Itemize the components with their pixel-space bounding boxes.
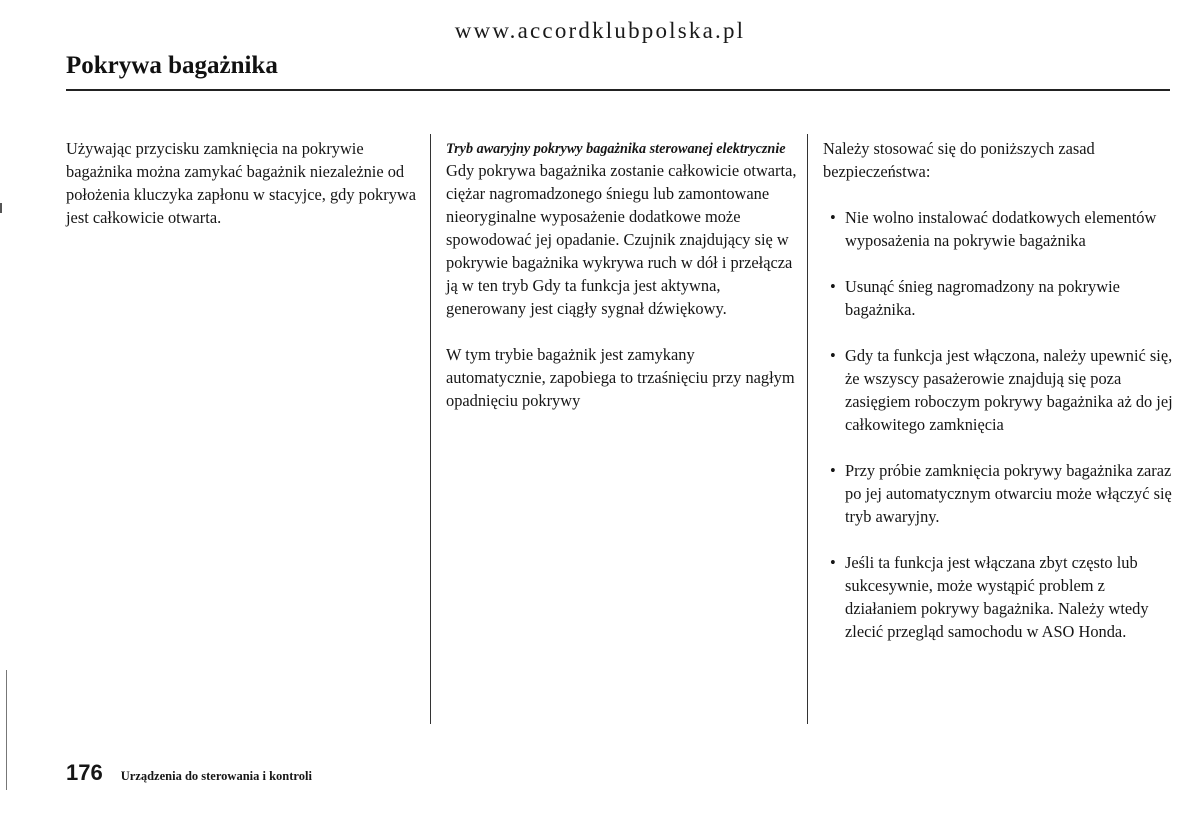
bullet-icon: • <box>830 553 836 572</box>
intro-paragraph: Używając przycisku zamknięcia na pokrywie bagażnika można zamykać bagażnik niezależnie od położenia kluczyka zapłonu w stacyjce, gdy pokrywa jest całkowicie otwarta. <box>66 139 416 227</box>
list-item-text: Nie wolno instalować dodatkowych elementów wyposażenia na pokrywie bagażnika <box>845 208 1157 250</box>
list-item-text: Usunąć śnieg nagromadzony na pokrywie bagażnika. <box>845 277 1120 319</box>
footer-section-title: Urządzenia do sterowania i kontroli <box>120 769 312 783</box>
column-middle <box>446 139 798 412</box>
list-item <box>823 206 1173 252</box>
bullet-icon: • <box>830 461 836 480</box>
page-title: Pokrywa bagażnika <box>66 52 278 79</box>
column-divider <box>807 134 808 724</box>
title-rule <box>66 89 1170 91</box>
list-item <box>823 275 1173 321</box>
auto-close-paragraph: W tym trybie bagażnik jest zamykany automatycznie, zapobiega to trzaśnięciu przy nagłym opadnięciu pokrywy <box>446 345 795 410</box>
list-item-text: Przy próbie zamknięcia pokrywy bagażnika zaraz po jej automatycznym otwarciu może włączyć się tryb awaryjny. <box>845 461 1172 526</box>
section-heading: Tryb awaryjny pokrywy bagażnika sterowanej elektrycznie <box>446 141 786 157</box>
list-item <box>823 344 1173 436</box>
safety-intro: Należy stosować się do poniższych zasad bezpieczeństwa: <box>823 139 1095 181</box>
emergency-mode-paragraph: Gdy pokrywa bagażnika zostanie całkowicie otwarta, ciężar nagromadzonego śniegu lub zamontowane nieoryginalne wyposażenie dodatkowe może spowodować jej opadanie. Czujnik znajdujący się w pokrywie bagażnika wykrywa ruch w dół i przełącza ją w ten tryb Gdy ta funkcja jest aktywna, generowany jest ciągły sygnał dźwiękowy. <box>446 161 797 318</box>
list-item-text: Jeśli ta funkcja jest włączana zbyt często lub sukcesywnie, może wystąpić problem z działaniem pokrywy bagażnika. Należy wtedy zlecić przegląd samochodu w ASO Honda. <box>845 553 1149 641</box>
page-number: 176 <box>66 760 103 785</box>
column-divider <box>430 134 431 724</box>
column-left <box>66 137 428 229</box>
list-item-text: Gdy ta funkcja jest włączona, należy upewnić się, że wszyscy pasażerowie znajdują się poza zasięgiem roboczym pokrywy bagażnika aż do jej całkowitego zamknięcia <box>845 346 1173 434</box>
bullet-icon: • <box>830 346 836 365</box>
bullet-icon: • <box>830 208 836 227</box>
bullet-icon: • <box>830 277 836 296</box>
watermark-url: www.accordklubpolska.pl <box>454 18 746 43</box>
list-item <box>823 551 1173 643</box>
column-right <box>823 137 1173 643</box>
paragraph-gap <box>446 320 798 343</box>
scan-edge-line <box>6 670 7 790</box>
page-footer <box>66 760 312 786</box>
scan-edge-mark <box>0 203 2 213</box>
list-item <box>823 459 1173 528</box>
safety-list <box>823 206 1173 643</box>
